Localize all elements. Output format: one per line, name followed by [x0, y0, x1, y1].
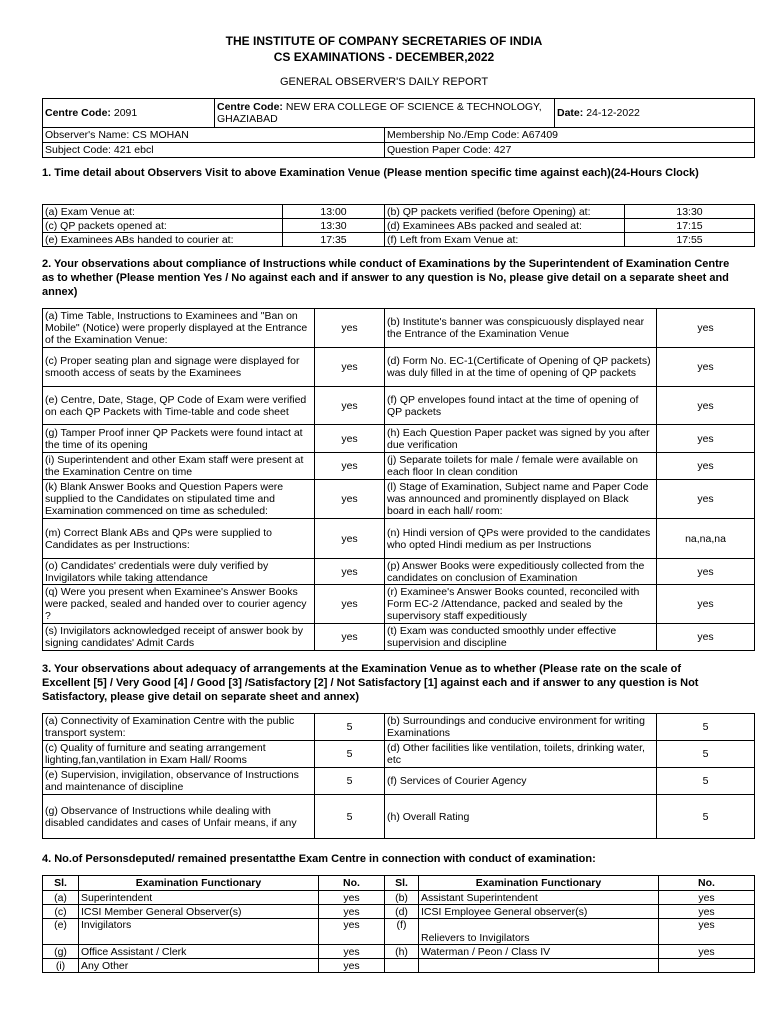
arrangement-item: (b) Surroundings and conducive environment for writing Examinations [385, 714, 657, 741]
compliance-answer: yes [315, 480, 385, 519]
sl-header: Sl. [43, 876, 79, 891]
count-cell: yes [659, 945, 755, 959]
compliance-item: (t) Exam was conducted smoothly under effective supervision and discipline [385, 624, 657, 651]
arrangement-rating: 5 [315, 768, 385, 795]
compliance-item: (f) QP envelopes found intact at the time of opening of QP packets [385, 387, 657, 425]
count-cell: yes [319, 919, 385, 945]
functionary-header: Examination Functionary [419, 876, 659, 891]
count-cell: yes [659, 905, 755, 919]
compliance-answer: yes [315, 585, 385, 624]
sl-cell: (b) [385, 891, 419, 905]
section1-row [43, 233, 755, 247]
count-cell: yes [319, 945, 385, 959]
arrangement-rating: 5 [657, 795, 755, 839]
centre-name-cell [215, 99, 555, 128]
no-header: No. [319, 876, 385, 891]
membership-no: Membership No./Emp Code: A67409 [385, 128, 755, 143]
functionary-header: Examination Functionary [79, 876, 319, 891]
section2-row [43, 309, 755, 348]
time-label: (f) Left from Exam Venue at: [385, 233, 625, 247]
count-cell: yes [659, 919, 755, 945]
exam-title: CS EXAMINATIONS - DECEMBER,2022 [273, 50, 495, 64]
compliance-item: (c) Proper seating plan and signage were displayed for smooth access of seats by the Examinees [43, 348, 315, 387]
compliance-item: (o) Candidates' credentials were duly verified by Invigilators while taking attendance [43, 559, 315, 585]
compliance-item: (g) Tamper Proof inner QP Packets were found intact at the time of its opening [43, 425, 315, 453]
section2-row [43, 480, 755, 519]
time-label: (c) QP packets opened at: [43, 219, 283, 233]
date-value: 24-12-2022 [586, 107, 640, 119]
compliance-answer: yes [315, 309, 385, 348]
arrangement-item: (d) Other facilities like ventilation, toilets, drinking water, etc [385, 741, 657, 768]
observer-info-table [42, 127, 755, 158]
count-cell: yes [319, 905, 385, 919]
compliance-answer: yes [315, 559, 385, 585]
compliance-item: (d) Form No. EC-1(Certificate of Opening of QP packets) was duly filled in at the time of opening of QP packets [385, 348, 657, 387]
section2-row [43, 519, 755, 559]
compliance-answer: yes [657, 387, 755, 425]
compliance-item: (q) Were you present when Examinee's Answer Books were packed, sealed and handed over to courier agency ? [43, 585, 315, 624]
compliance-answer: yes [657, 425, 755, 453]
sl-cell: (e) [43, 919, 79, 945]
compliance-item: (l) Stage of Examination, Subject name and Paper Code was announced and prominently displayed on Black board in each hall/ room: [385, 480, 657, 519]
arrangement-item: (c) Quality of furniture and seating arrangement lighting,fan,vantilation in Exam Hall/ Rooms [43, 741, 315, 768]
sl-cell: (a) [43, 891, 79, 905]
functionary-cell: Assistant Superintendent [419, 891, 659, 905]
compliance-answer: yes [657, 309, 755, 348]
section3-row [43, 795, 755, 839]
org-title: THE INSTITUTE OF COMPANY SECRETARIES OF INDIA [225, 34, 543, 48]
centre-code-value: 2091 [113, 107, 138, 119]
section1-row [43, 219, 755, 233]
sl-cell: (g) [43, 945, 79, 959]
compliance-item: (e) Centre, Date, Stage, QP Code of Exam were verified on each QP Packets with Time-table and code sheet [43, 387, 315, 425]
section2-row [43, 624, 755, 651]
compliance-answer: na,na,na [657, 519, 755, 559]
compliance-item: (a) Time Table, Instructions to Examinees and "Ban on Mobile" (Notice) were properly displayed at the Entrance of the Examination Venue: [43, 309, 315, 348]
sl-header: Sl. [385, 876, 419, 891]
section1-table [42, 204, 755, 247]
compliance-answer: yes [657, 453, 755, 480]
compliance-item: (s) Invigilators acknowledged receipt of answer book by signing candidates' Admit Cards [43, 624, 315, 651]
sl-cell: (f) [385, 919, 419, 945]
section2-row [43, 387, 755, 425]
compliance-answer: yes [315, 425, 385, 453]
arrangement-item: (f) Services of Courier Agency [385, 768, 657, 795]
centre-name-value: NEW ERA COLLEGE OF SCIENCE & TECHNOLOGY, GHAZIABAD [217, 101, 542, 125]
compliance-answer: yes [315, 348, 385, 387]
count-cell: yes [319, 891, 385, 905]
compliance-item: (j) Separate toilets for male / female were available on each floor In clean condition [385, 453, 657, 480]
sl-cell: (h) [385, 945, 419, 959]
centre-code-cell [43, 99, 215, 128]
compliance-answer: yes [657, 559, 755, 585]
section3-row [43, 741, 755, 768]
section4-row [43, 945, 755, 959]
functionary-cell: Any Other [79, 959, 319, 973]
functionary-cell: Invigilators [79, 919, 319, 945]
time-value: 17:55 [625, 233, 755, 247]
count-cell: yes [319, 959, 385, 973]
functionary-cell: ICSI Member General Observer(s) [79, 905, 319, 919]
question-paper-code: Question Paper Code: 427 [385, 143, 755, 158]
section2-row [43, 585, 755, 624]
compliance-item: (n) Hindi version of QPs were provided to the candidates who opted Hindi medium as per Instructions [385, 519, 657, 559]
centre-code-label: Centre Code: [45, 107, 111, 119]
arrangement-rating: 5 [315, 714, 385, 741]
compliance-item: (r) Examinee's Answer Books counted, reconciled with Form EC-2 /Attendance, packed and sealed by the supervisory staff expeditiously [385, 585, 657, 624]
compliance-answer: yes [657, 348, 755, 387]
sl-cell: (c) [43, 905, 79, 919]
sl-cell: (d) [385, 905, 419, 919]
count-cell: yes [659, 891, 755, 905]
compliance-item: (i) Superintendent and other Exam staff were present at the Examination Centre on time [43, 453, 315, 480]
compliance-answer: yes [315, 624, 385, 651]
section1-heading: 1. Time detail about Observers Visit to above Examination Venue (Please mention specific time against each)(24-Hours Clock) [42, 167, 699, 179]
sl-cell [385, 959, 419, 973]
subject-code: Subject Code: 421 ebcl [43, 143, 385, 158]
time-value: 17:15 [625, 219, 755, 233]
arrangement-rating: 5 [657, 714, 755, 741]
section4-header-row [43, 876, 755, 891]
section2-row [43, 453, 755, 480]
functionary-cell: ICSI Employee General observer(s) [419, 905, 659, 919]
section3-heading: 3. Your observations about adequacy of arrangements at the Examination Venue as to whether (Please rate on the scale of Excellent [5] / Very Good [4] / Good [3] /Satisfactory [2] / Not Satisfactory [1] against each and if answer to any question is Not Satisfactory, please give detail on separate sheet and annex) [42, 663, 699, 703]
section1-row [43, 205, 755, 219]
compliance-answer: yes [657, 624, 755, 651]
section3-row [43, 714, 755, 741]
compliance-answer: yes [657, 585, 755, 624]
count-cell [659, 959, 755, 973]
date-label: Date: [557, 107, 584, 119]
arrangement-item: (h) Overall Rating [385, 795, 657, 839]
arrangement-rating: 5 [657, 768, 755, 795]
compliance-item: (m) Correct Blank ABs and QPs were supplied to Candidates as per Instructions: [43, 519, 315, 559]
section2-row [43, 425, 755, 453]
centre-name-label: Centre Code: [217, 101, 283, 113]
arrangement-rating: 5 [315, 795, 385, 839]
functionary-cell: Superintendent [79, 891, 319, 905]
compliance-item: (h) Each Question Paper packet was signed by you after due verification [385, 425, 657, 453]
date-cell [555, 99, 755, 128]
time-label: (d) Examinees ABs packed and sealed at: [385, 219, 625, 233]
compliance-answer: yes [315, 453, 385, 480]
sl-cell: (i) [43, 959, 79, 973]
section4-row [43, 891, 755, 905]
section3-table [42, 713, 755, 839]
arrangement-rating: 5 [657, 741, 755, 768]
section2-heading: 2. Your observations about compliance of Instructions while conduct of Examinations by the Superintendent of Examination Centre as to whether (Please mention Yes / No against each and if answer to any question is No, please give detail on a separate sheet and annex) [42, 258, 730, 298]
functionary-cell [419, 959, 659, 973]
functionary-cell: Waterman / Peon / Class IV [419, 945, 659, 959]
time-label: (e) Examinees ABs handed to courier at: [43, 233, 283, 247]
functionary-cell: Relievers to Invigilators [419, 919, 659, 945]
compliance-item: (p) Answer Books were expeditiously collected from the candidates on conclusion of Examination [385, 559, 657, 585]
compliance-item: (b) Institute's banner was conspicuously displayed near the Entrance of the Examination Venue [385, 309, 657, 348]
compliance-answer: yes [315, 519, 385, 559]
section4-row [43, 919, 755, 945]
report-title: GENERAL OBSERVER'S DAILY REPORT [279, 76, 489, 88]
section4-table [42, 875, 755, 973]
time-value: 13:30 [625, 205, 755, 219]
section4-row [43, 905, 755, 919]
arrangement-item: (e) Supervision, invigilation, observance of Instructions and maintenance of discipline [43, 768, 315, 795]
section4-row [43, 959, 755, 973]
observer-name: Observer's Name: CS MOHAN [43, 128, 385, 143]
time-value: 13:00 [283, 205, 385, 219]
compliance-answer: yes [315, 387, 385, 425]
centre-info-table [42, 98, 755, 128]
time-label: (a) Exam Venue at: [43, 205, 283, 219]
section3-row [43, 768, 755, 795]
arrangement-item: (a) Connectivity of Examination Centre with the public transport system: [43, 714, 315, 741]
time-value: 17:35 [283, 233, 385, 247]
section2-table [42, 308, 755, 651]
section2-row [43, 348, 755, 387]
compliance-answer: yes [657, 480, 755, 519]
compliance-item: (k) Blank Answer Books and Question Papers were supplied to the Candidates on stipulated time and Examination commenced on time as scheduled: [43, 480, 315, 519]
arrangement-rating: 5 [315, 741, 385, 768]
section2-row [43, 559, 755, 585]
arrangement-item: (g) Observance of Instructions while dealing with disabled candidates and cases of Unfair means, if any [43, 795, 315, 839]
no-header: No. [659, 876, 755, 891]
time-label: (b) QP packets verified (before Opening) at: [385, 205, 625, 219]
time-value: 13:30 [283, 219, 385, 233]
section4-heading: 4. No.of Personsdeputed/ remained presentatthe Exam Centre in connection with conduct of examination: [42, 853, 596, 865]
functionary-cell: Office Assistant / Clerk [79, 945, 319, 959]
